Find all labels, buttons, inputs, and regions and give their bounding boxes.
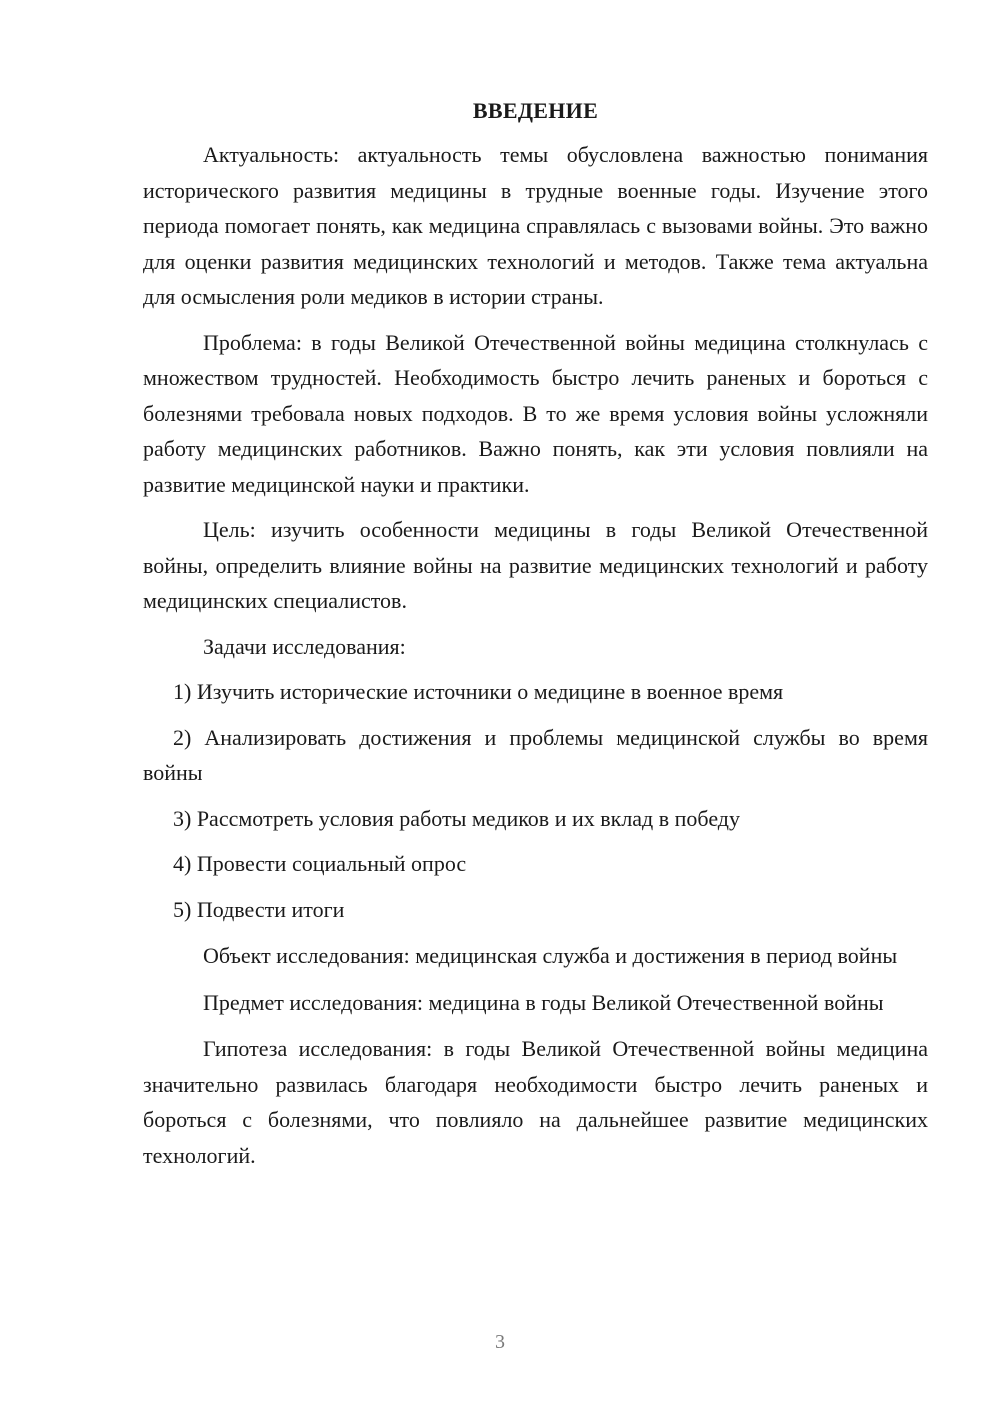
paragraph-object: Объект исследования: медицинская служба и достижения в период войны: [203, 943, 898, 968]
section-heading: ВВЕДЕНИЕ: [472, 98, 599, 123]
list-item: 3) Рассмотреть условия работы медиков и их вклад в победу: [173, 805, 740, 831]
list-item: 2) Анализировать достижения и проблемы медицинской службы во время войны: [143, 724, 928, 785]
list-item: 5) Подвести итоги: [173, 896, 345, 922]
tasks-title: Задачи исследования:: [203, 633, 406, 659]
paragraph-subject: Предмет исследования: медицина в годы Великой Отечественной войны: [203, 989, 884, 1015]
page-number: 3: [495, 1331, 505, 1353]
document-page: [143, 95, 928, 1173]
paragraph-relevance: Актуальность: актуальность темы обусловлена важностью понимания исторического развития медицины в трудные военные годы. Изучение этого периода помогает понять, как медицина справлялась с вызовами войны. Это важно для оценки развития медицинских технологий и методов. Также тема актуальна для осмысления роли медиков в истории страны.: [143, 142, 928, 309]
list-item: 4) Провести социальный опрос: [173, 851, 467, 876]
tasks-list: [143, 674, 928, 927]
paragraph-problem: Проблема: в годы Великой Отечественной войны медицина столкнулась с множеством трудностей. Необходимость быстро лечить раненых и бороться с болезнями требовала новых подходов. В то же время условия войны усложняли работу медицинских работников. Важно понять, как эти условия повлияли на развитие медицинской науки и практики.: [143, 329, 928, 497]
paragraph-hypothesis: Гипотеза исследования: в годы Великой Отечественной войны медицина значительно развилась благодаря необходимости быстро лечить раненых и бороться с болезнями, что повлияло на дальнейшее развитие медицинских технологий.: [143, 1036, 928, 1168]
paragraph-goal: Цель: изучить особенности медицины в годы Великой Отечественной войны, определить влияние войны на развитие медицинских технологий и работу медицинских специалистов.: [143, 517, 928, 613]
list-item: 1) Изучить исторические источники о медицине в военное время: [173, 679, 784, 704]
